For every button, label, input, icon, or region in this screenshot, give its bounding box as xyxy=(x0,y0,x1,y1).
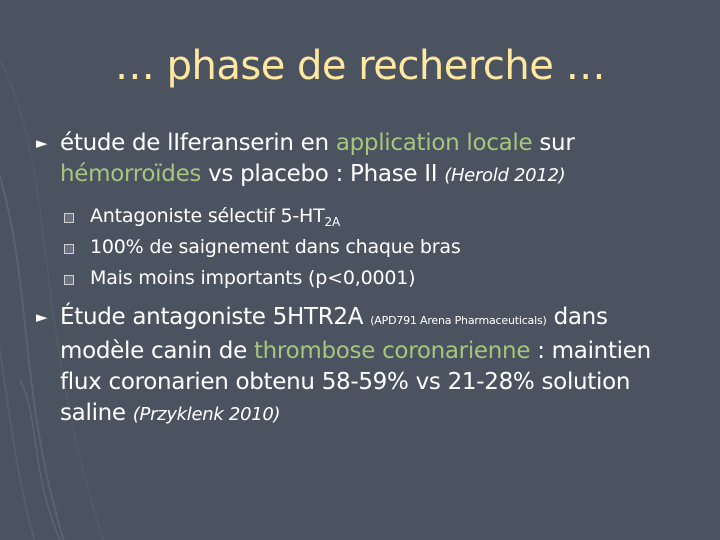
sub-item-3 xyxy=(64,263,686,294)
bullet-2 xyxy=(36,302,686,430)
square-bullet-icon xyxy=(64,213,74,223)
bullet-2-text-3: : maintien flux coronarien obtenu 58-59% vs 21-28% solution saline xyxy=(60,338,651,426)
bullet-1-text-2: sur xyxy=(532,130,575,156)
right-triangle-icon: ► xyxy=(36,134,48,152)
bullet-2-text: Étude antagoniste 5HTR2A xyxy=(60,304,371,330)
bullet-1-text: étude de lIferanserin en xyxy=(60,130,336,156)
bullet-2-citation: (Przyklenk 2010) xyxy=(132,404,281,425)
slide-title: … phase de recherche … xyxy=(114,43,606,89)
bullet-2-text-2: dans modèle canin de xyxy=(60,304,608,364)
bullet-1-citation: (Herold 2012) xyxy=(444,165,566,186)
sub-item-1-text: Antagoniste sélectif 5-HT xyxy=(90,205,325,227)
sub-item-2 xyxy=(64,232,686,263)
square-bullet-icon xyxy=(64,275,74,285)
sub-bullet-list xyxy=(64,201,686,294)
right-triangle-icon: ► xyxy=(36,308,48,326)
bullet-1-accent-2: hémorroïdes xyxy=(60,161,202,187)
sub-item-3-text: Mais moins importants (p<0,0001) xyxy=(90,267,416,289)
bullet-2-note: (APD791 Arena Pharmaceuticals) xyxy=(370,314,547,327)
sub-item-1-subscript: 2A xyxy=(324,215,340,229)
bullet-1-accent-1: application locale xyxy=(335,130,533,156)
bullet-list xyxy=(36,128,686,430)
bullet-1-text-3: vs placebo : Phase II xyxy=(201,161,445,187)
sub-item-2-text: 100% de saignement dans chaque bras xyxy=(90,236,461,258)
square-bullet-icon xyxy=(64,244,74,254)
sub-item-1 xyxy=(64,201,686,232)
bullet-2-accent: thrombose coronarienne xyxy=(253,338,531,364)
bullet-1 xyxy=(36,128,686,191)
